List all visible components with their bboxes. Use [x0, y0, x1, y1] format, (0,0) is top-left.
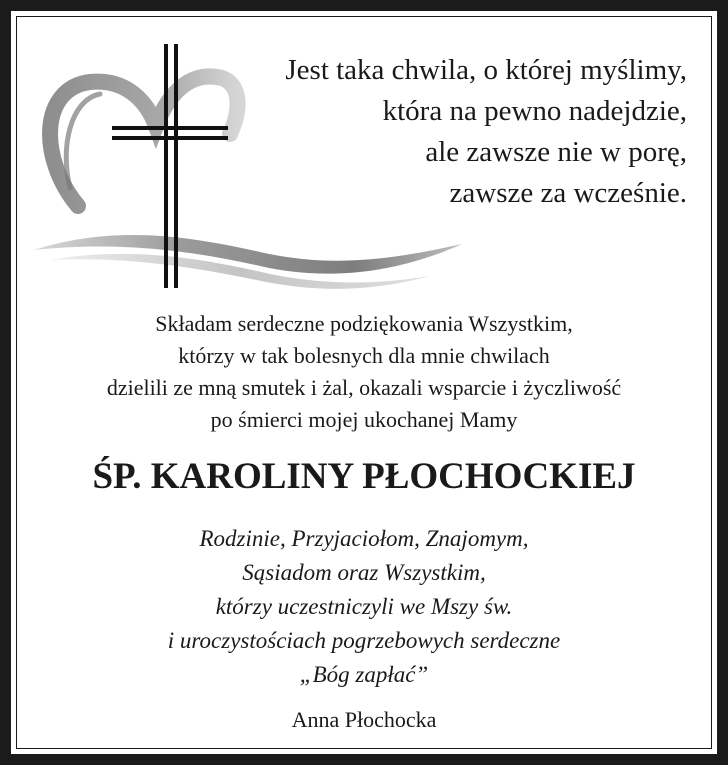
quote-line: Jest taka chwila, o której myślimy,: [285, 54, 687, 86]
gratitude-line: „Bóg zapłać”: [299, 662, 429, 687]
wave-icon: [34, 235, 462, 289]
quote-block: [285, 50, 687, 214]
gratitude-paragraph: [0, 522, 728, 692]
thanks-line: Składam serdeczne podziękowania Wszystkim,: [155, 311, 573, 336]
gratitude-line: którzy uczestniczyli we Mszy św.: [215, 594, 513, 619]
heart-icon: [50, 76, 238, 206]
gratitude-line: Sąsiadom oraz Wszystkim,: [242, 560, 486, 585]
thanks-paragraph: [0, 308, 728, 436]
gratitude-line: Rodzinie, Przyjaciołom, Znajomym,: [199, 526, 529, 551]
quote-line: zawsze za wcześnie.: [449, 177, 687, 209]
signature: Anna Płochocka: [291, 707, 437, 732]
quote-line: która na pewno nadejdzie,: [382, 95, 687, 127]
thanks-line: dzielili ze mną smutek i żal, okazali wsparcie i życzliwość: [106, 375, 622, 400]
quote-line: ale zawsze nie w porę,: [425, 136, 687, 168]
thanks-line: po śmierci mojej ukochanej Mamy: [210, 407, 518, 432]
deceased-name: ŚP. KAROLINY PŁOCHOCKIEJ: [92, 456, 636, 497]
gratitude-line: i uroczystościach pogrzebowych serdeczne: [167, 628, 561, 653]
thanks-line: którzy w tak bolesnych dla mnie chwilach: [178, 343, 550, 368]
